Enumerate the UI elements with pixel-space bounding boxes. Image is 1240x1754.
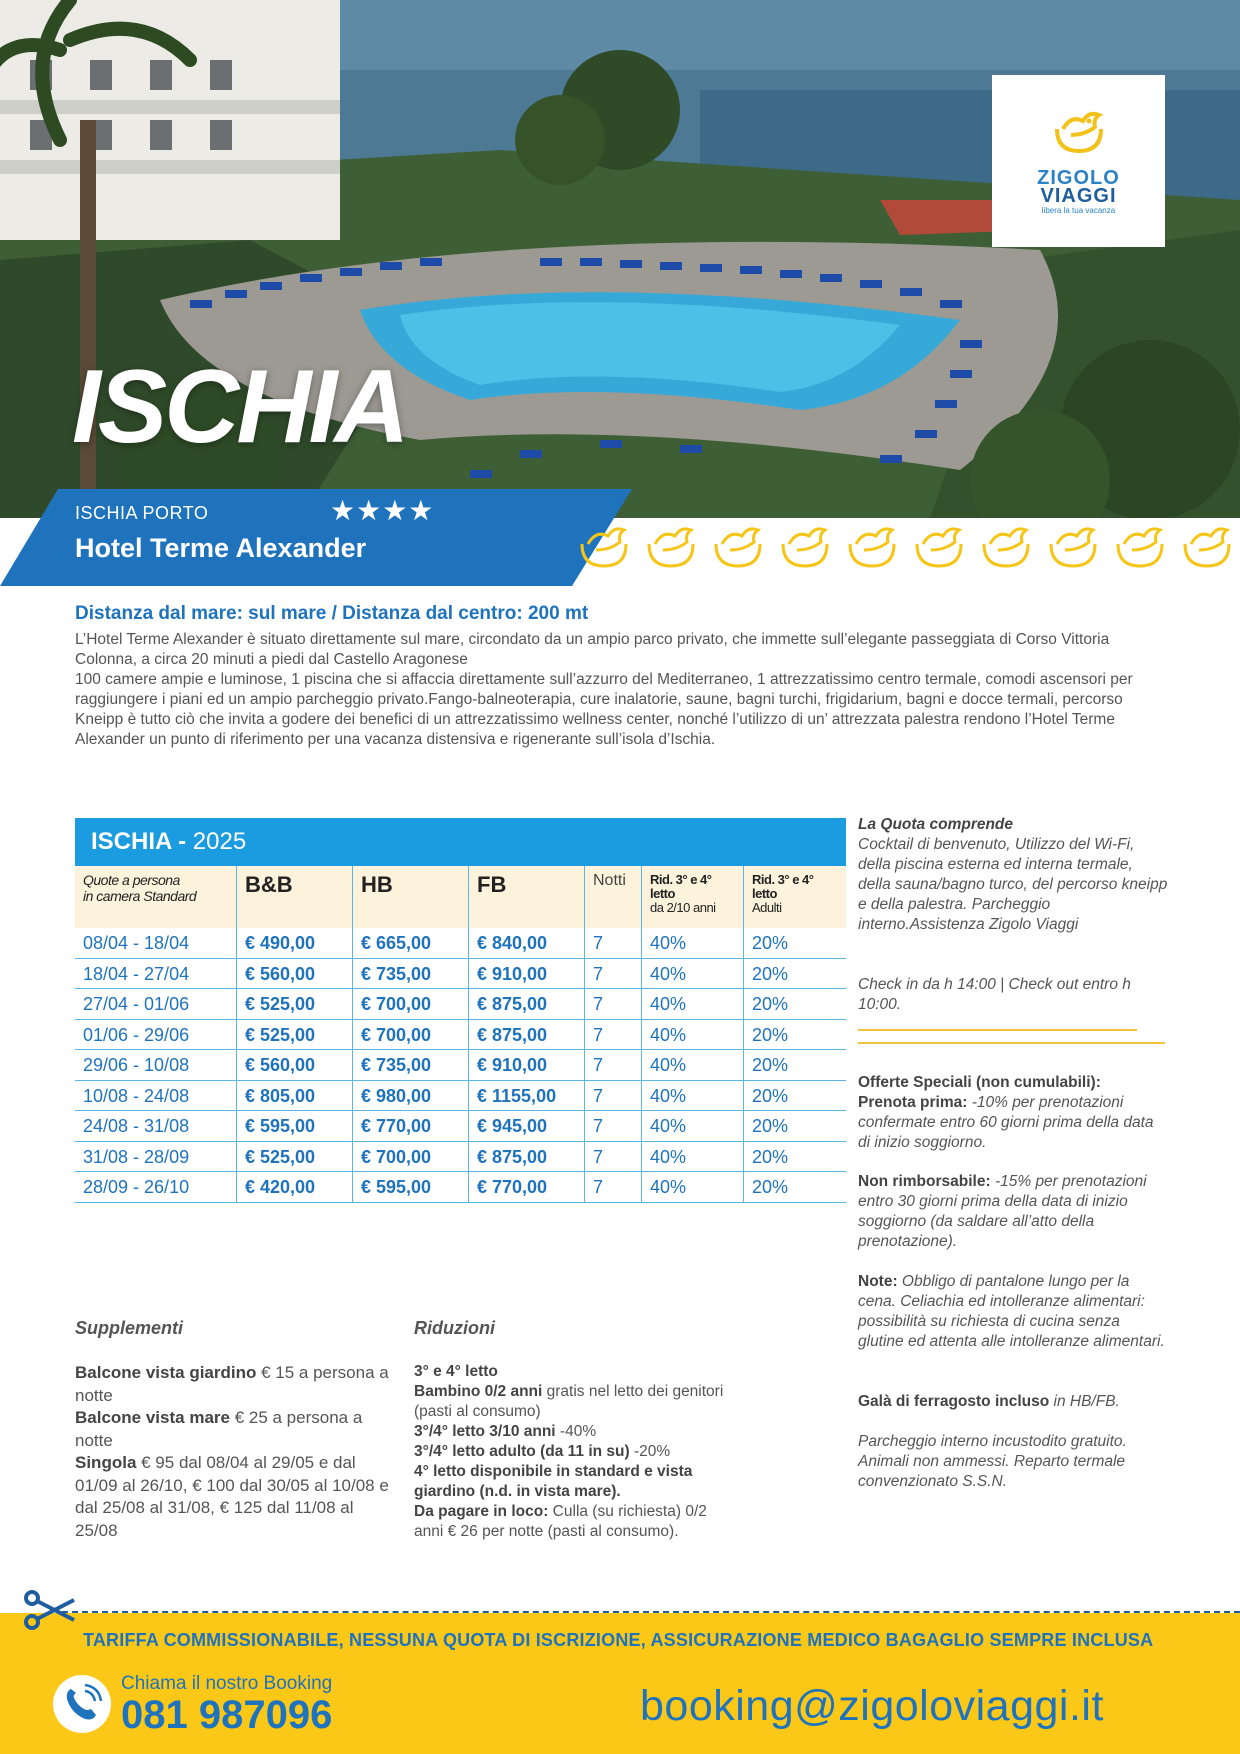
table-cell-hb: € 595,00	[352, 1172, 468, 1203]
table-cell-rid-adult: 20%	[743, 1020, 846, 1051]
quota-comprende: La Quota comprende Cocktail di benvenuto, Utilizzo del Wi-Fi, della piscina esterna ed interna termale, della sauna/bagno turco, del percorso kneipp e della palestra. Parcheggio interno.Assistenza Zigolo Viaggi	[858, 816, 1168, 933]
riduzioni-body: 3° e 4° letto Bambino 0/2 anni gratis nel letto dei genitori (pasti al consumo) 3°/4° letto 3/10 anni -40% 3°/4° letto adulto (da 11 in su) -20% 4° letto disponibile in standard e vista giardino (n.d. in vista mare). Da pagare in loco: Culla (su richiesta) 0/2 anni € 26 per notte (pasti al consumo).	[414, 1363, 724, 1540]
table-row	[75, 928, 846, 959]
table-cell-rid-child: 40%	[641, 1142, 743, 1173]
table-cell-fb: € 875,00	[468, 989, 584, 1020]
table-cell-fb: € 770,00	[468, 1172, 584, 1203]
table-cell-hb: € 735,00	[352, 959, 468, 990]
table-cell-fb: € 875,00	[468, 1142, 584, 1173]
table-row	[75, 1172, 846, 1203]
table-cell-rid-child: 40%	[641, 1081, 743, 1112]
divider-line	[858, 1042, 1165, 1044]
non-rimborsabile: Non rimborsabile: -15% per prenotazioni entro 30 giorni prima della data di inizio soggiorno (da saldare all’atto della prenotazione).	[858, 1173, 1147, 1250]
table-cell-fb: € 875,00	[468, 1020, 584, 1051]
riduzioni-title: Riduzioni	[414, 1318, 495, 1338]
col-header-bb: B&B	[236, 866, 352, 928]
parcheggio-info: Parcheggio interno incustodito gratuito. Animali non ammessi. Reparto termale convenzionato S.S.N.	[858, 1433, 1127, 1490]
col-header-fb: FB	[468, 866, 584, 928]
table-row	[75, 1111, 846, 1142]
table-cell-rid-child: 40%	[641, 959, 743, 990]
table-cell-hb: € 700,00	[352, 989, 468, 1020]
hero-photo	[0, 0, 1240, 518]
note: Note: Obbligo di pantalone lungo per la cena. Celiachia ed intolleranze alimentari: possibilità su richiesta di cucina senza glutine ed attenta alle intolleranze alimentari.	[858, 1273, 1165, 1350]
col-header-notti: Notti	[584, 866, 641, 928]
table-cell-hb: € 700,00	[352, 1142, 468, 1173]
table-cell-rid-adult: 20%	[743, 989, 846, 1020]
logo-name-line2: VIAGGI	[1040, 185, 1117, 207]
table-cell-notti: 7	[584, 928, 641, 959]
bird-pattern-row	[578, 522, 1240, 572]
table-cell-period: 28/09 - 26/10	[83, 1177, 190, 1197]
table-cell-rid-adult: 20%	[743, 959, 846, 990]
footer-note: TARIFFA COMMISSIONABILE, NESSUNA QUOTA DI ISCRIZIONE, ASSICURAZIONE MEDICO BAGAGLIO SEMPRE INCLUSA	[83, 1630, 1154, 1650]
table-cell-bb: € 525,00	[236, 989, 352, 1020]
table-cell-rid-child: 40%	[641, 928, 743, 959]
price-table-title: ISCHIA - 2025	[91, 828, 247, 855]
table-cell-hb: € 735,00	[352, 1050, 468, 1081]
table-cell-rid-adult: 20%	[743, 1111, 846, 1142]
booking-email[interactable]: booking@zigoloviaggi.it	[640, 1682, 1104, 1730]
col-header-quote: Quote a persona in camera Standard	[83, 872, 197, 904]
table-cell-bb: € 560,00	[236, 959, 352, 990]
table-cell-notti: 7	[584, 1142, 641, 1173]
table-row	[75, 1050, 846, 1081]
table-cell-fb: € 910,00	[468, 959, 584, 990]
table-row	[75, 1020, 846, 1051]
table-cell-rid-adult: 20%	[743, 1142, 846, 1173]
phone-badge	[53, 1675, 111, 1733]
table-cell-period: 01/06 - 29/06	[83, 1024, 190, 1045]
table-cell-rid-adult: 20%	[743, 1050, 846, 1081]
table-row	[75, 959, 846, 990]
table-cell-fb: € 1155,00	[468, 1081, 584, 1112]
col-header-rid-child: Rid. 3° e 4° letto da 2/10 anni	[641, 866, 743, 928]
table-cell-notti: 7	[584, 1111, 641, 1142]
table-cell-bb: € 525,00	[236, 1020, 352, 1051]
table-cell-rid-child: 40%	[641, 1020, 743, 1051]
table-cell-notti: 7	[584, 1081, 641, 1112]
table-cell-period: 24/08 - 31/08	[83, 1116, 190, 1136]
table-cell-rid-child: 40%	[641, 1111, 743, 1142]
table-cell-hb: € 980,00	[352, 1081, 468, 1112]
table-cell-rid-adult: 20%	[743, 1081, 846, 1112]
bird-logo-icon	[1049, 105, 1109, 155]
table-cell-notti: 7	[584, 959, 641, 990]
phone-icon	[53, 1675, 111, 1733]
table-cell-period: 27/04 - 01/06	[83, 994, 190, 1014]
logo-name-line1: ZIGOLO	[1037, 167, 1120, 189]
logo-tagline: libera la tua vacanza	[1041, 206, 1116, 215]
table-cell-rid-child: 40%	[641, 989, 743, 1020]
price-table-body	[75, 928, 846, 1203]
table-cell-bb: € 490,00	[236, 928, 352, 959]
table-cell-notti: 7	[584, 1172, 641, 1203]
call-label: Chiama il nostro Booking	[121, 1673, 333, 1694]
table-cell-period: 29/06 - 10/08	[83, 1055, 190, 1075]
table-cell-notti: 7	[584, 989, 641, 1020]
distance-heading: Distanza dal mare: sul mare / Distanza dal centro: 200 mt	[75, 603, 589, 624]
table-cell-rid-adult: 20%	[743, 928, 846, 959]
intro-paragraph-2: 100 camere ampie e luminose, 1 piscina che si affaccia direttamente sull’azzurro del Mediterraneo, 1 attrezzatissimo centro termale, comodi ascensori per raggiungere i piani ed un ampio parcheggio privato.Fango-balneoterapia, cure inalatorie, saune, bagni turchi, frigidarium, bagni e docce termali, percorso Kneipp è tutto ciò che invita a godere dei benefici di un attrezzatissimo wellness center, nonché l’utilizzo di un’ attrezzata palestra rendono l’Hotel Terme Alexander un punto di riferimento per una vacanza distensiva e rigenerante sull’isola d’Ischia.	[75, 671, 1133, 748]
destination-title: ISCHIA	[72, 349, 407, 465]
table-cell-period: 31/08 - 28/09	[83, 1146, 190, 1167]
supplementi-body: Balcone vista giardino € 15 a persona a notte Balcone vista mare € 25 a persona a notte Singola € 95 dal 08/04 al 29/05 e dal 01/09 al 26/10, € 100 dal 30/05 al 10/08 e dal 25/08 al 31/08, € 125 dal 11/08 al 25/08	[75, 1363, 389, 1540]
price-table-title-bar	[75, 818, 846, 866]
supplementi-title: Supplementi	[75, 1318, 184, 1338]
table-cell-bb: € 525,00	[236, 1142, 352, 1173]
table-row	[75, 1142, 846, 1173]
table-cell-rid-child: 40%	[641, 1172, 743, 1203]
intro-paragraph-1: L’Hotel Terme Alexander è situato direttamente sul mare, circondato da un ampio parco privato, che immette sull’elegante passeggiata di Corso Vittoria Colonna, a circa 20 minuti a piedi dal Castello Aragonese	[75, 631, 1110, 668]
phone-number[interactable]: 081 987096	[121, 1693, 333, 1737]
table-cell-period: 10/08 - 24/08	[83, 1085, 190, 1106]
hotel-name: Hotel Terme Alexander	[75, 533, 367, 563]
check-in-out: Check in da h 14:00 | Check out entro h 10:00.	[858, 976, 1131, 1013]
table-cell-period: 08/04 - 18/04	[83, 933, 190, 953]
table-cell-rid-adult: 20%	[743, 1172, 846, 1203]
table-row	[75, 1081, 846, 1112]
table-cell-hb: € 700,00	[352, 1020, 468, 1051]
cut-line	[62, 1611, 1240, 1613]
table-cell-fb: € 945,00	[468, 1111, 584, 1142]
table-cell-bb: € 560,00	[236, 1050, 352, 1081]
table-cell-hb: € 665,00	[352, 928, 468, 959]
table-cell-notti: 7	[584, 1050, 641, 1081]
table-cell-period: 18/04 - 27/04	[83, 963, 190, 984]
table-row	[75, 989, 846, 1020]
col-header-rid-adult: Rid. 3° e 4° letto Adulti	[743, 866, 846, 928]
table-cell-fb: € 910,00	[468, 1050, 584, 1081]
table-cell-notti: 7	[584, 1020, 641, 1051]
offerte-speciali: Offerte Speciali (non cumulabili): Prenota prima: -10% per prenotazioni confermate entro 60 giorni prima della data di inizio soggiorno.	[858, 1074, 1154, 1151]
scissors-icon	[22, 1590, 76, 1630]
col-header-hb: HB	[352, 866, 468, 928]
table-cell-hb: € 770,00	[352, 1111, 468, 1142]
price-table-header	[75, 866, 846, 928]
hotel-stars: ★★★★	[330, 495, 435, 526]
zigolo-viaggi-logo	[992, 75, 1165, 247]
bird-icon	[582, 529, 626, 566]
table-cell-bb: € 805,00	[236, 1081, 352, 1112]
table-cell-fb: € 840,00	[468, 928, 584, 959]
divider-line	[858, 1029, 1137, 1031]
gala-ferragosto: Galà di ferragosto incluso in HB/FB.	[858, 1393, 1120, 1410]
table-cell-rid-child: 40%	[641, 1050, 743, 1081]
hotel-location: ISCHIA PORTO	[75, 503, 209, 523]
table-cell-bb: € 595,00	[236, 1111, 352, 1142]
table-cell-bb: € 420,00	[236, 1172, 352, 1203]
